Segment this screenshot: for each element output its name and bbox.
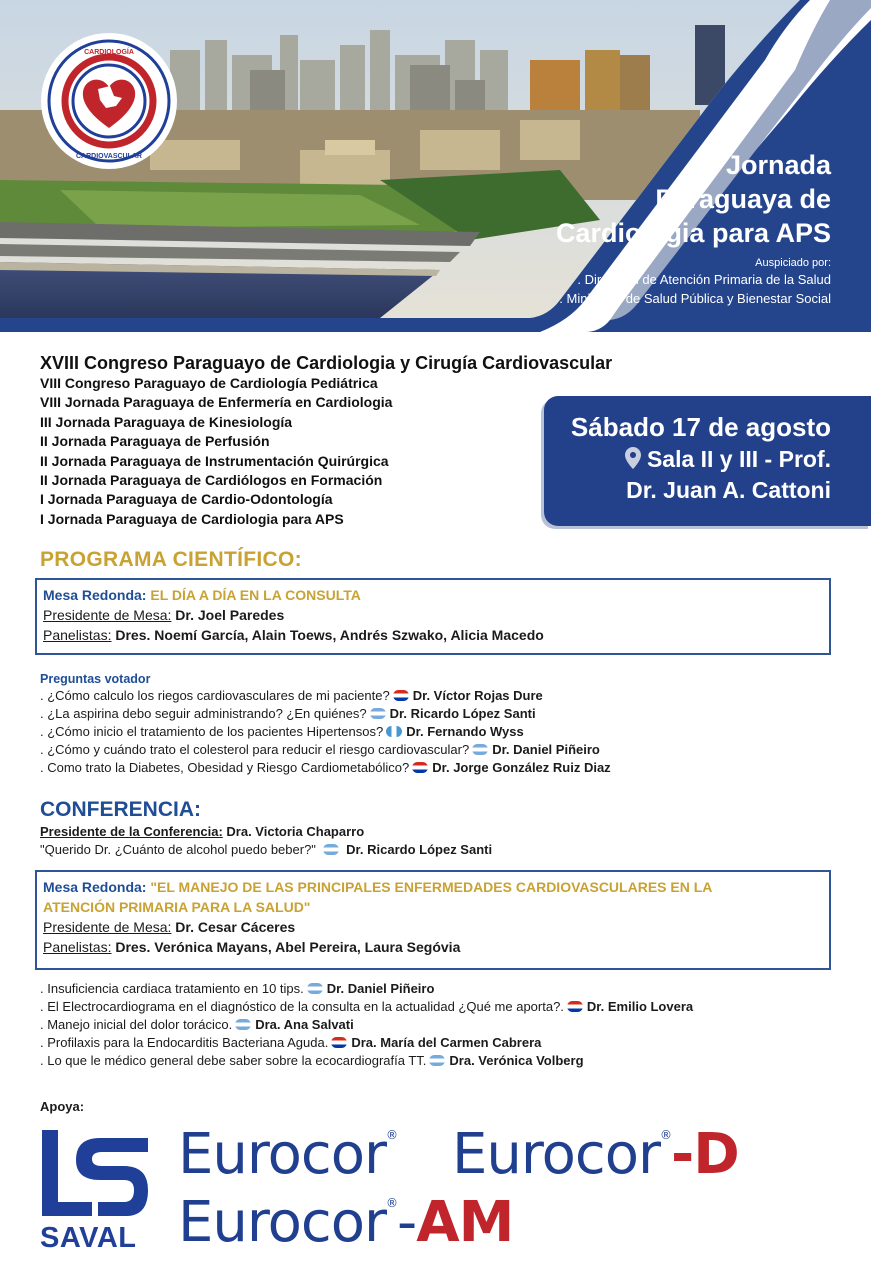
- president-label: Presidente de la Conferencia:: [40, 824, 223, 839]
- location-pin-icon: [625, 447, 641, 469]
- brand-name: Eurocor: [178, 1190, 387, 1255]
- guatemala-flag-icon: [386, 726, 402, 737]
- mesa-heading: [43, 877, 823, 897]
- item-text: . ¿Cómo y cuándo trato el colesterol para reducir el riesgo cardiovascular?: [40, 742, 470, 757]
- pregunta-item: [40, 723, 611, 741]
- header-banner: [0, 0, 871, 332]
- item-text: . ¿Cómo calculo los riegos cardiovasculares de mi paciente?: [40, 688, 390, 703]
- panelists-names: Dres. Noemí García, Alain Toews, Andrés Szwako, Alicia Macedo: [115, 627, 544, 643]
- jornada-title-block: [556, 148, 831, 308]
- pregunta-item: [40, 741, 611, 759]
- item-text: . Manejo inicial del dolor torácico.: [40, 1017, 233, 1032]
- brand-dash: -: [671, 1122, 694, 1187]
- preguntas-section: [40, 671, 611, 777]
- speaker-name: Dra. Ana Salvati: [255, 1017, 354, 1032]
- mesa-title: EL DÍA A DÍA EN LA CONSULTA: [150, 587, 361, 603]
- speaker-name: Dr. Fernando Wyss: [406, 724, 524, 739]
- conferencia-talk: [40, 841, 492, 859]
- apoya-label: Apoya:: [40, 1099, 85, 1114]
- talk-item: [40, 1052, 693, 1070]
- talk-item: [40, 1016, 693, 1034]
- congress-item: II Jornada Paraguaya de Cardiólogos en Formación: [40, 472, 383, 489]
- paraguay-flag-icon: [393, 690, 409, 701]
- jornada-title-line: I Jornada: [710, 150, 831, 180]
- panelists-label: Panelistas:: [43, 627, 112, 643]
- conferencia-president: [40, 823, 492, 841]
- item-text: . Lo que le médico general debe saber sobre la ecocardiografía TT.: [40, 1053, 427, 1068]
- argentina-flag-icon: [370, 708, 386, 719]
- event-date: Sábado 17 de agosto: [570, 412, 831, 442]
- talks-list: [40, 980, 693, 1070]
- preguntas-title: Preguntas votador: [40, 672, 151, 686]
- eurocor-brand: [178, 1122, 397, 1187]
- speaker-name: Dr. Ricardo López Santi: [389, 706, 536, 721]
- item-text: . Como trato la Diabetes, Obesidad y Riesgo Cardiometabólico?: [40, 760, 410, 775]
- svg-text:CARDIOVASCULAR: CARDIOVASCULAR: [76, 153, 142, 160]
- mesa-president: [43, 605, 823, 625]
- conferencia-title: CONFERENCIA:: [40, 798, 201, 821]
- mesa-label: Mesa Redonda:: [43, 879, 147, 895]
- pregunta-item: [40, 759, 611, 777]
- talk-item: [40, 998, 693, 1016]
- brand-dash: -: [397, 1190, 417, 1255]
- congress-item: VIII Congreso Paraguayo de Cardiología Pediátrica: [40, 375, 378, 391]
- society-logo: [40, 32, 178, 170]
- event-date-box: [544, 396, 871, 526]
- event-details: [571, 410, 831, 506]
- mesa-president: [43, 917, 823, 937]
- panelists-label: Panelistas:: [43, 939, 112, 955]
- mesa-panelists: [43, 937, 823, 957]
- president-label: Presidente de Mesa:: [43, 919, 172, 935]
- mesa-title: "EL MANEJO DE LAS PRINCIPALES ENFERMEDADES CARDIOVASCULARES EN LA: [150, 879, 713, 895]
- pregunta-item: [40, 687, 611, 705]
- registered-mark: ®: [386, 1128, 398, 1142]
- event-venue: [571, 444, 831, 475]
- talk-item: [40, 1034, 693, 1052]
- congress-main-title: XVIII Congreso Paraguayo de Cardiologia y Cirugía Cardiovascular: [40, 353, 613, 373]
- president-label: Presidente de Mesa:: [43, 607, 172, 623]
- mesa-title-continued: ATENCIÓN PRIMARIA PARA LA SALUD": [43, 899, 311, 915]
- talk-item: [40, 980, 693, 998]
- congress-item: VIII Jornada Paraguaya de Enfermería en Cardiologia: [40, 394, 393, 411]
- argentina-flag-icon: [323, 844, 339, 855]
- speaker-name: Dr. Daniel Piñeiro: [492, 742, 600, 757]
- mesa-redonda-1: [35, 578, 831, 655]
- registered-mark: ®: [386, 1196, 398, 1210]
- mesa-redonda-2: [35, 870, 831, 970]
- item-text: . El Electrocardiograma en el diagnóstico de la consulta en la actualidad ¿Qué me aporta?.: [40, 999, 564, 1014]
- item-text: . Insuficiencia cardiaca tratamiento en 10 tips.: [40, 981, 304, 996]
- speaker-name: Dr. Daniel Piñeiro: [326, 981, 435, 996]
- registered-mark: ®: [660, 1128, 672, 1142]
- president-name: Dr. Joel Paredes: [175, 607, 285, 623]
- talk-title: "Querido Dr. ¿Cuánto de alcohol puedo beber?": [40, 842, 316, 857]
- brand-suffix: AM: [416, 1190, 514, 1255]
- congress-item: II Jornada Paraguaya de Instrumentación Quirúrgica: [40, 452, 389, 469]
- mesa-label: Mesa Redonda:: [43, 587, 147, 603]
- speaker-name: Dr. Jorge González Ruiz Diaz: [432, 760, 611, 775]
- eurocor-d-brand: [452, 1122, 739, 1187]
- paraguay-flag-icon: [331, 1037, 347, 1048]
- jornada-title-line: Paraguaya de: [655, 184, 831, 214]
- pregunta-item: [40, 705, 611, 723]
- jornada-title-line: Cardiologia para APS: [555, 218, 831, 248]
- preguntas-list: [40, 687, 611, 777]
- item-text: . Profilaxis para la Endocarditis Bacteriana Aguda.: [40, 1035, 329, 1050]
- argentina-flag-icon: [307, 983, 323, 994]
- congress-item: I Jornada Paraguaya de Cardio-Odontología: [40, 491, 333, 508]
- sponsor-institution: . Ministerio de Salud Pública y Bienestar Social: [559, 291, 831, 306]
- congress-item: III Jornada Paraguaya de Kinesiología: [40, 413, 293, 430]
- president-name: Dra. Victoria Chaparro: [226, 824, 365, 839]
- svg-text:CARDIOLOGÍA: CARDIOLOGÍA: [84, 49, 134, 56]
- paraguay-flag-icon: [567, 1001, 583, 1012]
- congress-item: II Jornada Paraguaya de Perfusión: [40, 433, 270, 450]
- brand-name: Eurocor: [178, 1122, 387, 1187]
- speaker-name: Dra. María del Carmen Cabrera: [351, 1035, 542, 1050]
- item-text: . ¿La aspirina debo seguir administrando? ¿En quiénes?: [40, 706, 367, 721]
- paraguay-flag-icon: [412, 762, 428, 773]
- brand-name: Eurocor: [452, 1122, 661, 1187]
- eurocor-am-brand: [178, 1190, 513, 1255]
- panelists-names: Dres. Verónica Mayans, Abel Pereira, Laura Segóvia: [115, 939, 461, 955]
- conferencia-section: [40, 797, 492, 859]
- argentina-flag-icon: [235, 1019, 251, 1030]
- argentina-flag-icon: [472, 744, 488, 755]
- brand-suffix: D: [693, 1122, 739, 1187]
- auspiciado-label: Auspiciado por:: [755, 257, 831, 269]
- talk-speaker: Dr. Ricardo López Santi: [346, 842, 493, 857]
- mesa-panelists: [43, 625, 823, 645]
- speaker-name: Dra. Verónica Volberg: [449, 1053, 584, 1068]
- mesa-heading: [43, 585, 823, 605]
- speaker-name: Dr. Víctor Rojas Dure: [412, 688, 543, 703]
- argentina-flag-icon: [429, 1055, 445, 1066]
- saval-brand-name: SAVAL: [40, 1222, 137, 1254]
- congress-list: [40, 352, 612, 529]
- president-name: Dr. Cesar Cáceres: [175, 919, 296, 935]
- item-text: . ¿Cómo inicio el tratamiento de los pacientes Hipertensos?: [40, 724, 384, 739]
- event-venue-line2: Dr. Juan A. Cattoni: [626, 477, 831, 503]
- programa-title: PROGRAMA CIENTÍFICO:: [40, 548, 302, 571]
- sponsor-institution: . Dirección de Atención Primaria de la Salud: [577, 272, 831, 287]
- event-venue-line1: Sala II y III - Prof.: [646, 446, 831, 472]
- congress-item: I Jornada Paraguaya de Cardiologia para APS: [40, 510, 344, 527]
- speaker-name: Dr. Emilio Lovera: [586, 999, 694, 1014]
